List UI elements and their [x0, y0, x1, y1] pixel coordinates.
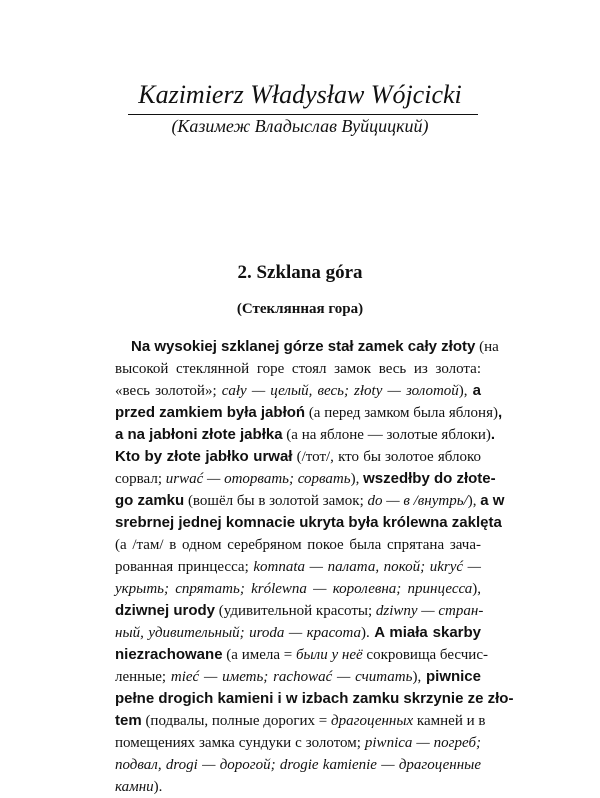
translation-text: помещениях замка сундуки с золотом;	[115, 735, 365, 751]
translation-text: ),	[467, 493, 481, 509]
chapter-title: 2. Szklana góra	[237, 262, 363, 283]
translation-text: ).	[153, 779, 163, 795]
translation-text: ),	[412, 669, 426, 685]
polish-text: niezrachowane	[115, 646, 223, 663]
polish-text: pełne drogich kamieni i w izbach zamku skrzynie ze zło-	[115, 690, 514, 707]
translation-text: ),	[350, 471, 364, 487]
translation-text: (а перед замком была яблоня)	[305, 405, 498, 421]
translation-text: (а на яблоне — золотые яблоки)	[282, 427, 491, 443]
polish-text: a	[472, 382, 481, 399]
polish-text: wszedłby do złote-	[363, 470, 496, 487]
translation-text: ).	[360, 625, 375, 641]
gloss-text: cały — целый, весь; złoty — золотой	[221, 383, 459, 399]
polish-text: Na wysokiej szklanej górze stał zamek cały złoty	[131, 338, 476, 355]
translation-text: (/тот/, кто бы золотое яблоко	[292, 449, 482, 465]
text-line	[115, 512, 502, 534]
gloss-text: камни	[115, 779, 154, 795]
polish-text: Kto by złote jabłko urwał	[115, 448, 293, 465]
polish-text: tem	[115, 712, 142, 729]
text-line	[115, 754, 481, 776]
text-line	[115, 622, 481, 644]
polish-text: .	[490, 426, 496, 443]
polish-text: a na jabłoni złote jabłka	[115, 426, 283, 443]
translation-text: (а имела =	[222, 647, 296, 663]
gloss-text: urwać — оторвать; сорвать	[165, 471, 351, 487]
text-line	[115, 666, 481, 688]
author-name: Kazimierz Władysław Wójcicki	[138, 80, 462, 109]
text-line	[115, 468, 496, 490]
text-line	[115, 380, 481, 402]
text-line	[115, 424, 496, 446]
gloss-text: mieć — иметь; rachować — считать	[170, 669, 413, 685]
translation-text: рованная принцесса;	[115, 559, 254, 575]
author-name-transliteration: (Казимеж Владыслав Вуйцицкий)	[171, 116, 429, 136]
text-line	[115, 534, 481, 556]
translation-text: сокровища бесчис-	[362, 647, 488, 663]
polish-text: A miała skarby	[374, 624, 482, 641]
text-line	[115, 402, 503, 424]
translation-text: «весь золотой»;	[115, 383, 222, 399]
text-line	[115, 490, 505, 512]
translation-text: (на	[475, 339, 499, 355]
text-line	[115, 644, 488, 666]
text-line	[115, 446, 481, 468]
gloss-text: dziwny — стран-	[375, 603, 484, 619]
text-line	[115, 688, 514, 710]
text-line	[115, 358, 481, 380]
translation-text: (вошёл бы в золотой замок;	[184, 493, 368, 509]
polish-text: srebrnej jednej komnacie ukryta była królewna zaklęta	[115, 514, 502, 531]
text-line	[115, 600, 484, 622]
gloss-text: ный, удивительный; uroda — красота	[115, 625, 361, 641]
header-divider	[128, 114, 478, 115]
text-line	[115, 776, 481, 798]
text-line	[115, 556, 481, 578]
gloss-text: komnata — палата, покой; ukryć —	[253, 559, 482, 575]
polish-text: przed zamkiem była jabłoń	[115, 404, 306, 421]
text-line	[115, 710, 486, 732]
translation-text: сорвал;	[115, 471, 166, 487]
polish-text: a w	[480, 492, 505, 509]
text-line	[115, 578, 481, 600]
translation-text: ),	[458, 383, 473, 399]
gloss-text: укрыть; спрятать; królewna — королевна; принцесса	[115, 581, 473, 597]
text-line	[115, 336, 499, 358]
polish-text: ,	[497, 404, 503, 421]
bilingual-paragraph	[115, 336, 514, 798]
gloss-text: были у неё	[295, 647, 363, 663]
translation-text: (а /там/ в одном серебряном покое была спрятана зача-	[115, 537, 481, 553]
gloss-text: do — в /внутрь/	[367, 493, 468, 509]
translation-text: (подвалы, полные дорогих =	[141, 713, 331, 729]
chapter-title-translation: (Стеклянная гора)	[236, 301, 364, 317]
gloss-text: подвал, drogi — дорогой; drogie kamienie — драгоценные	[115, 757, 481, 773]
gloss-text: piwnica — погреб;	[364, 735, 481, 751]
translation-text: камней и в	[413, 713, 486, 729]
gloss-text: драгоценных	[331, 713, 414, 729]
translation-text: (удивительной красоты;	[215, 603, 376, 619]
translation-text: ленные;	[115, 669, 171, 685]
polish-text: piwnice	[425, 668, 481, 685]
polish-text: dziwnej urody	[115, 602, 216, 619]
translation-text: ),	[472, 581, 481, 597]
text-line	[115, 732, 481, 754]
translation-text: высокой стеклянной горе стоял замок весь из золота:	[115, 361, 481, 377]
polish-text: go zamku	[115, 492, 185, 509]
